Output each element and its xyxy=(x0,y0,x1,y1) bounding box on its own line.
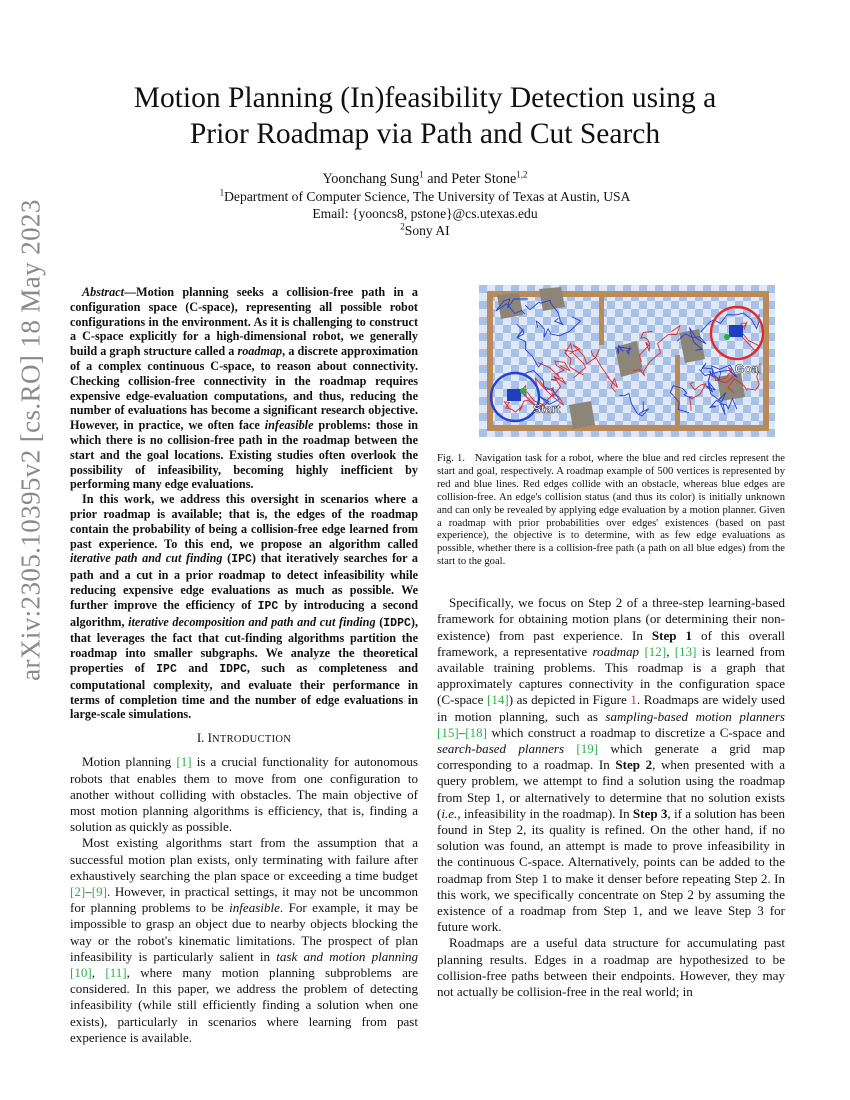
affiliation-1: $^1$Department of Computer Science, The University of Texas at Austin, USA xyxy=(219,187,631,204)
citation-link[interactable]: [1] xyxy=(176,754,192,770)
title-line-1: Motion Planning (In)feasibility Detection using a xyxy=(133,82,717,114)
abstract-paragraph-2: In this work, we address this oversight in scenarios where a prior roadmap is available; that is, the edges of the roadmap contain the probability of being a collision-free edge learned from past experience. To this end, we propose an algorithm called iterative path and cut finding (IPC) that iteratively searches for a path and a cut in a prior roadmap to detect infeasibility while reducing expensive edge evaluations as much as possible. We further improve the efficiency of IPC by introducing a second algorithm, iterative decomposition and path and cut finding (IDPC), that leverages the fact that cut-finding algorithms partition the roadmap into smaller subgraphs. We analyze the theoretical properties of IPC and IDPC, such as completeness and computational complexity, and evaluate their performance in terms of completion time and the number of edge evaluations in large-scale simulations. xyxy=(70,492,418,722)
citation-link[interactable]: [12] xyxy=(644,643,667,659)
intro-paragraph-1: Motion planning [1] is a crucial functionality for autonomous robots that enables them to move from one configuration to another without colliding with obstacles. The main objective of most motion planning algorithms is efficiency, that is, finding a solution as quickly as possible. xyxy=(70,754,418,835)
abstract xyxy=(70,285,418,722)
goal-robot-joint xyxy=(724,334,730,340)
right-body xyxy=(437,595,785,1000)
right-paragraph-1: Specifically, we focus on Step 2 of a three-step learning-based framework for obtaining motion plans (or determining their non-existence) from past experience. In Step 1 of this overall framework, a representative roadmap [12], [13] is learned from available training problems. This roadmap is a graph that approximately captures connectivity in the configuration space (C-space [14]) as depicted in Figure 1. Roadmaps are widely used in motion planning, such as sampling-based motion planners [15]–[18] which construct a roadmap to discretize a C-space and search-based planners [19] which generate a grid map corresponding to a roadmap. In Step 2, when presented with a query problem, we attempt to find a solution using the roadmap from Step 1, or alternatively to determine that no solution exists (i.e., infeasibility in the roadmap). In Step 3, if a solution has been found in Step 2, its quality is refined. On the other hand, if no solution was found, an attempt is made to prove infeasibility in the continuous C-space. Alternatively, points can be added to the roadmap from Step 1 to make it denser before repeating Step 2. In this work, we specifically concentrate on Step 2 by assuming the existence of a roadmap from Step 1, and we leave Step 3 for future work. xyxy=(437,595,786,935)
figure-link[interactable]: 1 xyxy=(630,692,637,708)
abstract-label: Abstract xyxy=(82,285,124,299)
paper-header xyxy=(70,80,780,239)
citation-link[interactable]: [19] xyxy=(576,740,599,756)
paper-title xyxy=(70,80,780,152)
citation-link[interactable]: [2] xyxy=(70,883,86,899)
citation-link[interactable]: [14] xyxy=(486,692,509,708)
start-robot xyxy=(507,389,521,401)
intro-paragraph-2: Most existing algorithms start from the assumption that a successful motion plan exists, only terminating with failure after exhaustively searching the plan space or exceeding a time budget [2]–[9]. However, in practical settings, it may not be uncommon for planning problems to be infeasible. For example, it may be impossible to grasp an object due to nearby objects blocking the way or the robot's kinematic limitations. The prospect of plan infeasibility is particularly salient in task and motion planning [10], [11], where many motion planning subproblems are considered. In this paper, we address the problem of detecting infeasibility (while still efficiently finding a solution when one exists), particularly in scenarios where learning from past experience is available. xyxy=(70,835,418,1045)
citation-link[interactable]: [15] xyxy=(437,724,459,740)
citation-link[interactable]: [18] xyxy=(465,724,488,740)
author-email: Email: {yooncs8, pstone}@cs.utexas.edu xyxy=(312,206,538,221)
section-heading-introduction: I. INTRODUCTION xyxy=(196,730,292,746)
goal-robot xyxy=(729,325,743,337)
citation-link[interactable]: [13] xyxy=(674,643,697,659)
affiliation-2: $^2$Sony AI xyxy=(400,221,450,238)
citation-link[interactable]: [9] xyxy=(91,883,107,899)
title-line-2: Prior Roadmap via Path and Cut Search xyxy=(189,118,661,150)
right-paragraph-2: Roadmaps are a useful data structure for accumulating past planning results. Edges in a roadmap are hypothesized to be collision-free paths between their endpoints. However, they may not actually be collision-free in the real world; in xyxy=(437,935,785,1000)
start-robot-joint xyxy=(520,388,526,394)
author-block xyxy=(70,170,780,239)
abstract-paragraph-1: Abstract—Motion planning seeks a collision-free path in a configuration space (C-space), representing all possible robot configurations in the environment. As it is challenging to construct a C-space explicitly for a high-dimensional robot, we generally build a graph structure called a roadmap, a discrete approximation of a complex continuous C-space, to reason about connectivity. Checking collision-free connectivity in the roadmap requires expensive edge-evaluation computations, and thus, reducing the number of evaluations has become a significant research objective. However, in practice, we often face infeasible problems: those in which there is no collision-free path in the roadmap between the start and the goal locations. Existing studies often overlook the possibility of infeasibility, becoming highly inefficient by performing many edge evaluations. xyxy=(70,285,419,492)
right-column xyxy=(437,285,785,1000)
goal-label: Goal xyxy=(735,362,762,376)
author-line: Yoonchang Sung$^1$ and Peter Stone$^{1,2}$ xyxy=(322,169,528,187)
left-column xyxy=(70,285,418,1046)
roadmap-figure xyxy=(479,285,775,437)
arxiv-stamp xyxy=(4,180,58,700)
start-label: Start xyxy=(533,402,561,416)
citation-link[interactable]: [10] xyxy=(70,964,92,980)
figure-caption xyxy=(437,453,785,569)
citation-link[interactable]: [11] xyxy=(105,964,127,980)
arxiv-identifier: arXiv:2305.10395v2 [cs.RO] 18 May 2023 xyxy=(15,199,46,681)
caption-label: Fig. 1. xyxy=(437,453,465,464)
caption-text: Navigation task for a robot, where the blue and red circles represent the start and goal, respectively. A roadmap example of 500 vertices is represented by red and blue lines. Red edges collide with an obstacle, whereas blue edges are collision-free. An edge's collision status (and thus its color) is initially unknown and can only be revealed by applying edge evaluation by a motion planner. Given a roadmap with prior probabilities over edges' existences (based on past experience), the objective is to determine, with as few edge evaluations as possible, whether there is a collision-free path (a path on all blue edges) from the start to the goal. xyxy=(437,453,786,568)
